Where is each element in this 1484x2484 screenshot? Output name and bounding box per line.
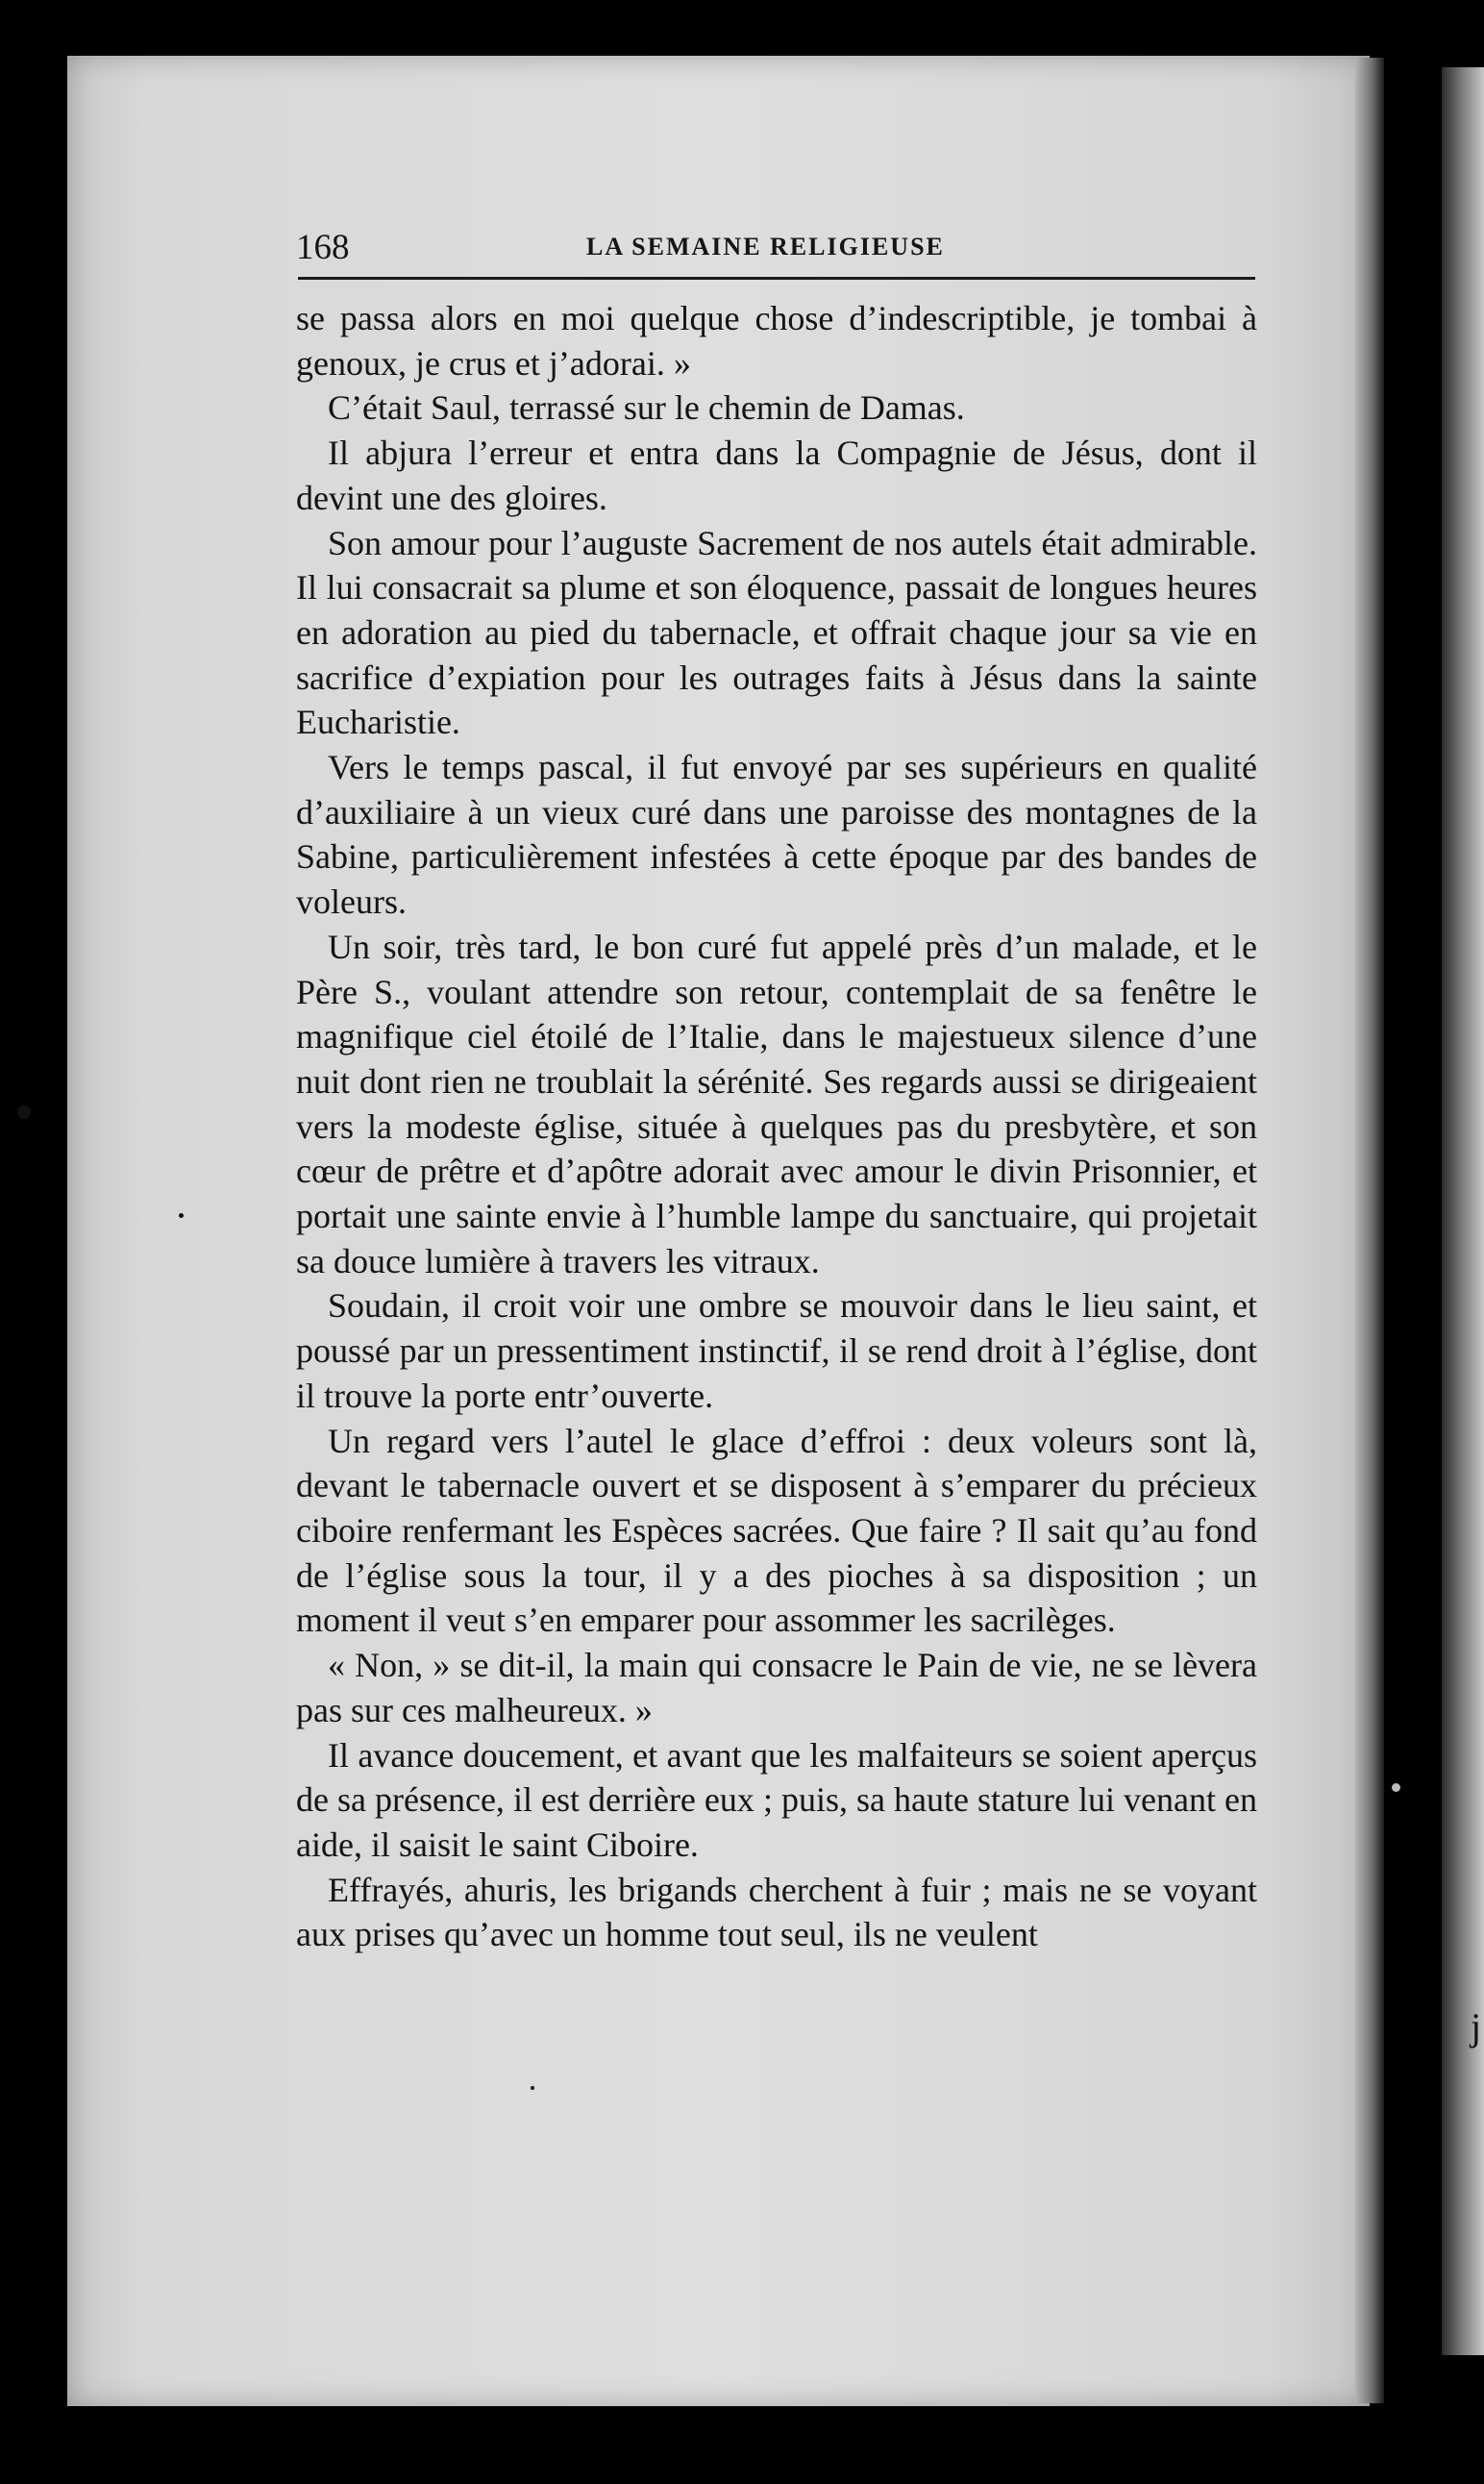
paragraph: « Non, » se dit-il, la main qui consacre le Pain de vie, ne se lèvera pas sur ces malheureux. »	[296, 1646, 1257, 1729]
body-text	[296, 296, 1257, 1957]
paragraph: Un regard vers l’autel le glace d’effroi : deux voleurs sont là, devant le tabernacle ouvert et se disposent à s’emparer du précieux ciboire renfermant les Espèces sacrées. Que faire ? Il sait qu’au fond de l’église sous la tour, il y a des pioches à sa disposition ; un moment il veut s’en emparer pour assommer les sacrilèges.	[296, 1421, 1257, 1640]
paragraph: Vers le temps pascal, il fut envoyé par ses supérieurs en qualité d’auxiliaire à un vieux curé dans une paroisse des montagnes de la Sabine, particulièrement infestées à cette époque par des bandes de voleurs.	[296, 748, 1257, 922]
page-number: 168	[296, 228, 350, 267]
paragraph: Un soir, très tard, le bon curé fut appelé près d’un malade, et le Père S., voulant attendre son retour, contemplait de sa fenêtre le magnifique ciel étoilé de l’Italie, dans le majestueux silence d’une nuit dont rien ne troublait la sérénité. Ses regards aussi se dirigeaient vers la modeste église, située à quelques pas du presbytère, et son cœur de prêtre et d’apôtre adorait avec amour le divin Prisonnier, et portait une sainte envie à l’humble lampe du sanctuaire, qui projetait sa douce lumière à travers les vitraux.	[296, 927, 1257, 1280]
paragraph: Il abjura l’erreur et entra dans la Compagnie de Jésus, dont il devint une des gloires.	[296, 434, 1257, 517]
page-header	[288, 223, 1257, 271]
running-head: LA SEMAINE RELIGIEUSE	[586, 233, 945, 261]
paragraph: se passa alors en moi quelque chose d’indescriptible, je tombai à genoux, je crus et j’adorai. »	[296, 299, 1257, 383]
header-rule	[298, 277, 1255, 280]
paragraph: Son amour pour l’auguste Sacrement de nos autels était admirable. Il lui consacrait sa plume et son éloquence, passait de longues heures en adoration au pied du tabernacle, et offrait chaque jour sa vie en sacrifice d’expiation pour les outrages faits à Jésus dans la sainte Eucharistie.	[296, 523, 1257, 742]
paragraph: Soudain, il croit voir une ombre se mouvoir dans le lieu saint, et poussé par un pressentiment instinctif, il se rend droit à l’église, dont il trouve la porte entr’ouverte.	[296, 1286, 1257, 1415]
page-gutter-shadow	[1355, 58, 1384, 2403]
adjacent-page-letter: j	[1471, 2005, 1482, 2049]
paragraph: Effrayés, ahuris, les brigands cherchent à fuir ; mais ne se voyant aux prises qu’avec un homme tout seul, ils ne veulent	[296, 1870, 1257, 1954]
paragraph: Il avance doucement, et avant que les malfaiteurs se soient aperçus de sa présence, il est derrière eux ; puis, sa haute stature lui venant en aide, il saisit le saint Ciboire.	[296, 1735, 1257, 1864]
paragraph: C’était Saul, terrassé sur le chemin de Damas.	[328, 388, 965, 428]
